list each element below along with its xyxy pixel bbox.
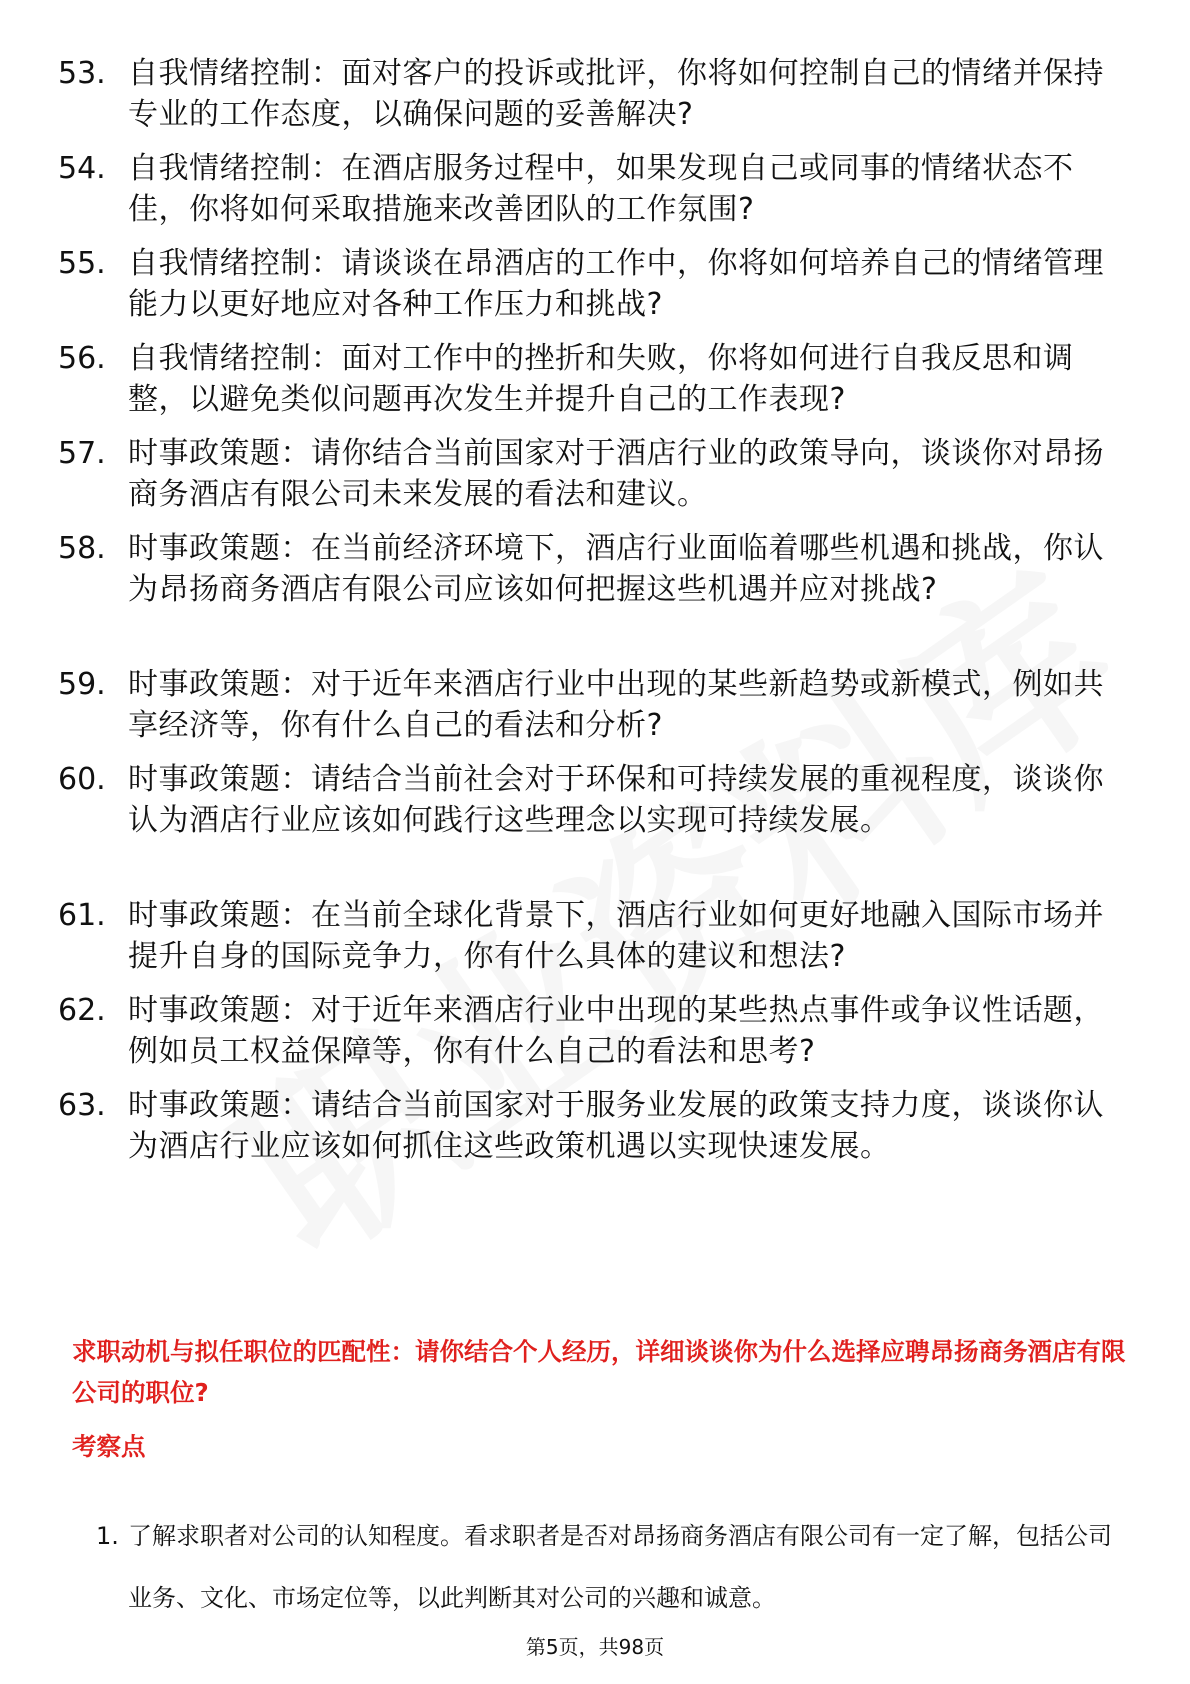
- question-text: 自我情绪控制：在酒店服务过程中，如果发现自己或同事的情绪状态不佳，你将如何采取措施来改善团队的工作氛围?: [128, 151, 1074, 227]
- question-number: 57.: [58, 436, 106, 471]
- question-number: 63.: [58, 1088, 106, 1123]
- question-text: 自我情绪控制：请谈谈在昂酒店的工作中，你将如何培养自己的情绪管理能力以更好地应对各种工作压力和挑战?: [128, 246, 1104, 322]
- question-text: 时事政策题：在当前经济环境下，酒店行业面临着哪些机遇和挑战，你认为昂扬商务酒店有限公司应该如何把握这些机遇并应对挑战?: [128, 531, 1104, 607]
- question-text: 时事政策题：在当前全球化背景下，酒店行业如何更好地融入国际市场并提升自身的国际竞争力，你有什么具体的建议和想法?: [128, 898, 1104, 974]
- question-text: 自我情绪控制：面对客户的投诉或批评，你将如何控制自己的情绪并保持专业的工作态度，以确保问题的妥善解决?: [128, 56, 1104, 132]
- question-number: 56.: [58, 341, 106, 376]
- question-text: 时事政策题：请你结合当前国家对于酒店行业的政策导向，谈谈你对昂扬商务酒店有限公司未来发展的看法和建议。: [128, 436, 1104, 512]
- question-number: 54.: [58, 151, 106, 186]
- question-number: 59.: [58, 667, 106, 702]
- page-footer: 第5页，共98页: [525, 1635, 665, 1659]
- section-title: 求职动机与拟任职位的匹配性：请你结合个人经历，详细谈谈你为什么选择应聘昂扬商务酒店有限公司的职位?: [72, 1337, 1126, 1407]
- question-number: 55.: [58, 246, 106, 281]
- question-text: 时事政策题：请结合当前国家对于服务业发展的政策支持力度，谈谈你认为酒店行业应该如何抓住这些政策机遇以实现快速发展。: [128, 1088, 1104, 1164]
- point-text: 了解求职者对公司的认知程度。看求职者是否对昂扬商务酒店有限公司有一定了解，包括公司业务、文化、市场定位等，以此判断其对公司的兴趣和诚意。: [128, 1522, 1112, 1612]
- question-number: 62.: [58, 993, 106, 1028]
- question-text: 时事政策题：对于近年来酒店行业中出现的某些新趋势或新模式，例如共享经济等，你有什么自己的看法和分析?: [128, 667, 1104, 743]
- point-number: 1.: [96, 1522, 119, 1550]
- question-text: 时事政策题：请结合当前社会对于环保和可持续发展的重视程度，谈谈你认为酒店行业应该如何践行这些理念以实现可持续发展。: [128, 762, 1104, 838]
- question-text: 自我情绪控制：面对工作中的挫折和失败，你将如何进行自我反思和调整，以避免类似问题再次发生并提升自己的工作表现?: [128, 341, 1074, 417]
- question-number: 61.: [58, 898, 106, 933]
- question-number: 60.: [58, 762, 106, 797]
- question-text: 时事政策题：对于近年来酒店行业中出现的某些热点事件或争议性话题，例如员工权益保障等，你有什么自己的看法和思考?: [128, 993, 1104, 1069]
- question-number: 53.: [58, 56, 106, 91]
- question-number: 58.: [58, 531, 106, 566]
- section-subtitle: 考察点: [72, 1432, 146, 1461]
